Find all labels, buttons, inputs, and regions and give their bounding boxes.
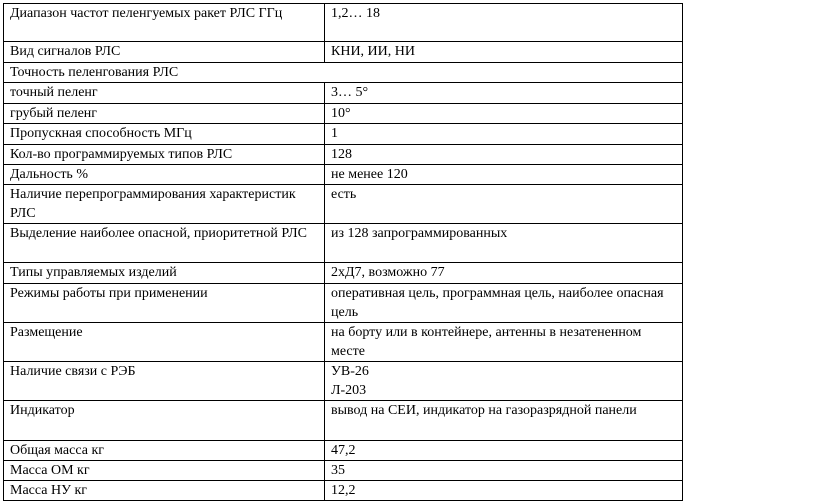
value-cell: есть xyxy=(325,185,683,224)
table-row xyxy=(4,323,683,362)
table-row xyxy=(4,461,683,481)
value-cell: КНИ, ИИ, НИ xyxy=(325,42,683,63)
value-cell: 3… 5° xyxy=(325,83,683,104)
param-cell: Масса НУ кг xyxy=(4,481,325,501)
table-row xyxy=(4,481,683,501)
table-row xyxy=(4,165,683,185)
param-cell: Кол-во программируемых типов РЛС xyxy=(4,145,325,165)
param-cell: Наличие связи с РЭБ xyxy=(4,362,325,401)
param-cell: Дальность % xyxy=(4,165,325,185)
param-cell: Типы управляемых изделий xyxy=(4,263,325,284)
value-cell: из 128 запрограммированных xyxy=(325,224,683,263)
value-cell: 47,2 xyxy=(325,441,683,461)
param-cell: Диапазон частот пеленгуемых ракет РЛС ГГц xyxy=(4,4,325,42)
value-cell: вывод на СЕИ, индикатор на газоразрядной панели xyxy=(325,401,683,441)
param-cell: Режимы работы при применении xyxy=(4,284,325,323)
table-row xyxy=(4,83,683,104)
value-cell: оперативная цель, программная цель, наиболее опасная цель xyxy=(325,284,683,323)
value-cell: на борту или в контейнере, антенны в незатененном месте xyxy=(325,323,683,362)
value-cell: 35 xyxy=(325,461,683,481)
table-row xyxy=(4,362,683,401)
param-cell: точный пеленг xyxy=(4,83,325,104)
table-row xyxy=(4,441,683,461)
value-cell: 128 xyxy=(325,145,683,165)
param-cell: Выделение наиболее опасной, приоритетной РЛС xyxy=(4,224,325,263)
table-row xyxy=(4,224,683,263)
table-row xyxy=(4,263,683,284)
param-cell: Пропускная способность МГц xyxy=(4,124,325,145)
value-cell: 10° xyxy=(325,104,683,124)
table-row-section-header xyxy=(4,63,683,83)
table-row xyxy=(4,401,683,441)
value-cell: 2хД7, возможно 77 xyxy=(325,263,683,284)
value-line: Л-203 xyxy=(331,383,367,398)
table-row xyxy=(4,284,683,323)
param-cell: Индикатор xyxy=(4,401,325,441)
table-row xyxy=(4,104,683,124)
param-cell: грубый пеленг xyxy=(4,104,325,124)
param-cell: Наличие перепрограммирования характеристик РЛС xyxy=(4,185,325,224)
param-cell: Общая масса кг xyxy=(4,441,325,461)
value-cell: не менее 120 xyxy=(325,165,683,185)
param-cell: Размещение xyxy=(4,323,325,362)
specifications-table xyxy=(3,3,683,501)
section-header-cell: Точность пеленгования РЛС xyxy=(4,63,683,83)
table-row xyxy=(4,4,683,42)
value-cell: 1 xyxy=(325,124,683,145)
param-cell: Масса ОМ кг xyxy=(4,461,325,481)
table-row xyxy=(4,124,683,145)
param-cell: Вид сигналов РЛС xyxy=(4,42,325,63)
table-row xyxy=(4,42,683,63)
value-line: УВ-26 xyxy=(331,364,369,379)
table-row xyxy=(4,185,683,224)
table-row xyxy=(4,145,683,165)
value-cell: 12,2 xyxy=(325,481,683,501)
value-cell xyxy=(325,362,683,401)
value-cell: 1,2… 18 xyxy=(325,4,683,42)
